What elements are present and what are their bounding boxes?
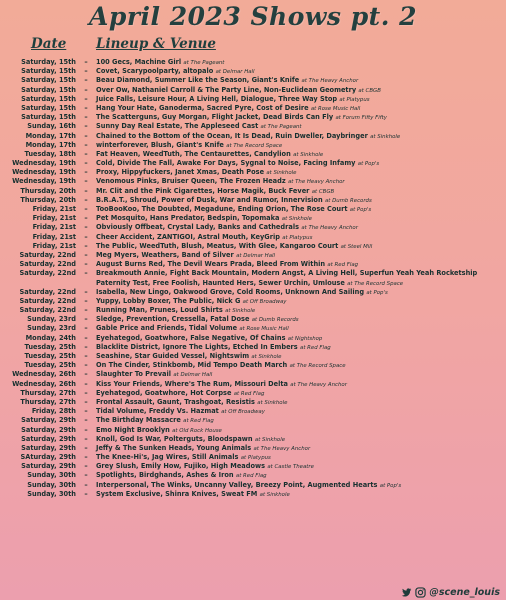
show-venue: at Sinkhole (293, 151, 324, 158)
separator-dash: – (84, 443, 88, 452)
show-venue: at Delmar Hall (215, 69, 255, 76)
show-lineup: Pet Mosquito, Hans Predator, Bedspin, Topomaka (96, 214, 280, 223)
show-lineup-and-venue (96, 269, 496, 288)
show-venue: at Sinkhole (257, 399, 288, 406)
show-row (0, 306, 506, 315)
social-handle: @scene_louis (429, 587, 500, 598)
show-row (0, 132, 506, 141)
show-date: Saturday, 15th (21, 76, 76, 85)
show-date: Thursday, 20th (20, 186, 76, 195)
show-lineup: Kiss Your Friends, Where's The Rum, Missouri Delta (96, 379, 288, 388)
show-venue: at Sinkhole (266, 170, 297, 177)
show-row (0, 67, 506, 76)
show-venue: at Sinkhole (225, 308, 256, 315)
show-lineup: Sledge, Prevention, Cressella, Fatal Dose (96, 315, 250, 324)
show-lineup-and-venue (96, 490, 290, 500)
show-venue: at The Record Space (347, 280, 404, 287)
separator-dash: – (84, 333, 88, 342)
show-row (0, 187, 506, 196)
show-date: Saturday, 15th (21, 85, 76, 94)
show-row (0, 462, 506, 471)
show-date: Saturday, 22nd (19, 260, 76, 269)
show-date: Thursday, 27th (20, 397, 76, 406)
separator-dash: – (84, 480, 88, 489)
show-row (0, 352, 506, 361)
show-date: Tuesday, 25th (24, 352, 76, 361)
separator-dash: – (84, 85, 88, 94)
show-date: Saturday, 22nd (19, 287, 76, 296)
show-date: Saturday, 29th (21, 425, 76, 434)
show-lineup: Spotlights, Birdghands, Ashes & Iron (96, 471, 234, 480)
separator-dash: – (84, 324, 88, 333)
separator-dash: – (84, 140, 88, 149)
show-row (0, 95, 506, 104)
show-date: Sunday, 30th (27, 471, 76, 480)
show-row (0, 223, 506, 232)
show-lineup: Over Ow, Nathaniel Carroll & The Party Line, Non-Euclidean Geometry (96, 85, 357, 94)
separator-dash: – (84, 416, 88, 425)
date-column-header: Date (31, 36, 67, 52)
show-row (0, 435, 506, 444)
separator-dash: – (84, 113, 88, 122)
show-lineup: The Knee-Hi's, Jag Wires, Still Animals (96, 453, 239, 462)
show-lineup: Chained to the Bottom of the Ocean, It Is Dead, Ruin Dweller, Daybringer (96, 131, 368, 140)
show-venue: at The Heavy Anchor (253, 445, 311, 452)
show-row (0, 86, 506, 95)
show-row (0, 233, 506, 242)
show-lineup: Sunny Day Real Estate, The Appleseed Cast (96, 122, 259, 131)
show-lineup: Obviously Offbeat, Crystal Lady, Banks and Cathedrals (96, 223, 300, 232)
show-venue: at Sinkhole (251, 354, 282, 361)
twitter-icon (401, 587, 412, 598)
separator-dash: – (84, 370, 88, 379)
show-row (0, 159, 506, 168)
show-date: Friday, 21st (32, 214, 76, 223)
lineup-column-header: Lineup & Venue (96, 36, 216, 52)
show-lineup: Eyehategod, Goatwhore, Hot Corpse (96, 388, 232, 397)
separator-dash: – (84, 397, 88, 406)
separator-dash: – (84, 223, 88, 232)
show-date: SAturday, 29th (20, 453, 76, 462)
show-venue: at Rose Music Hall (239, 326, 289, 333)
show-row (0, 490, 506, 499)
show-venue: at Forum Fifty Fifty (335, 115, 387, 122)
show-row (0, 104, 506, 113)
show-row (0, 380, 506, 389)
show-date: Wednesday, 26th (12, 370, 76, 379)
show-date: Friday, 21st (32, 241, 76, 250)
show-row (0, 315, 506, 324)
footer (401, 587, 500, 598)
show-lineup: On The Cinder, Stinkbomb, Mid Tempo Death March (96, 361, 288, 370)
show-venue: at Sinkhole (370, 133, 401, 140)
show-row (0, 481, 506, 490)
separator-dash: – (84, 434, 88, 443)
separator-dash: – (84, 76, 88, 85)
show-date: Friday, 21st (32, 223, 76, 232)
separator-dash: – (84, 168, 88, 177)
show-lineup: Hang Your Hate, Ganoderma, Sacred Pyre, Cost of Desire (96, 103, 309, 112)
show-date: Sunday, 16th (27, 122, 76, 131)
show-date: Saturday, 22nd (19, 269, 76, 278)
show-venue: at Pop's (357, 161, 380, 168)
show-venue: at The Heavy Anchor (287, 179, 345, 186)
separator-dash: – (84, 462, 88, 471)
show-lineup: Tidal Volume, Freddy Vs. Hazmat (96, 407, 219, 416)
show-date: Saturday, 22nd (19, 250, 76, 259)
show-row (0, 444, 506, 453)
separator-dash: – (84, 489, 88, 498)
show-venue: at The Pageant (183, 60, 225, 66)
show-date: Saturday, 29th (21, 462, 76, 471)
show-venue: at Dumb Records (251, 317, 299, 324)
show-lineup: Covet, Scarypoolparty, altopalo (96, 67, 214, 76)
show-row (0, 453, 506, 462)
show-date: Saturday, 29th (21, 416, 76, 425)
show-date: Friday, 21st (32, 205, 76, 213)
show-venue: at Off Broadway (242, 298, 287, 305)
show-date: Saturday, 15th (21, 67, 76, 76)
show-lineup: The Scatterguns, Guy Morgan, Flight Jacket, Dead Birds Can Fly (96, 113, 334, 122)
show-lineup: B.R.A.T., Shroud, Power of Dusk, War and Rumor, Innervision (96, 195, 323, 204)
show-row (0, 205, 506, 214)
separator-dash: – (84, 296, 88, 305)
show-lineup: Cold, Divide The Fall, Awake For Days, Sygnal to Noise, Facing Infamy (96, 159, 356, 168)
show-row (0, 389, 506, 398)
show-date: Friday, 21st (32, 232, 76, 241)
separator-dash: – (84, 131, 88, 140)
show-venue: at Sinkhole (254, 436, 286, 443)
separator-dash: – (84, 232, 88, 241)
show-list (0, 58, 506, 499)
show-row (0, 196, 506, 205)
separator-dash: – (84, 269, 88, 278)
show-lineup: Running Man, Prunes, Loud Shirts (96, 306, 223, 315)
show-date: Thursday, 20th (20, 195, 76, 204)
show-row (0, 324, 506, 333)
show-row (0, 177, 506, 186)
show-row (0, 141, 506, 150)
show-lineup: Blacklite District, Ignore The Lights, Etched In Embers (96, 342, 298, 351)
separator-dash: – (84, 195, 88, 204)
show-lineup: Venomous Pinks, Bruiser Queen, The Frozen Headz (96, 177, 286, 186)
show-venue: at Red Flag (235, 473, 267, 480)
show-venue: at Platypus (339, 96, 370, 103)
show-row (0, 288, 506, 297)
show-date: Saturday, 22nd (19, 306, 76, 315)
show-date: Monday, 24th (25, 333, 76, 342)
show-date: Saturday, 29th (21, 443, 76, 452)
show-date: Sunday, 23rd (27, 324, 76, 333)
show-row (0, 150, 506, 159)
show-lineup: Fat Heaven, WeedTuth, The Centaurettes, Candylion (96, 149, 291, 158)
show-venue: at Sinkhole (259, 491, 290, 498)
show-lineup: winterforever, Blush, Giant's Knife (96, 140, 224, 149)
show-lineup: Beau Diamond, Summer Like the Season, Giant's Knife (96, 76, 300, 85)
show-lineup: The Public, WeedTuth, Blush, Meatus, With Glee, Kangaroo Court (96, 241, 339, 250)
show-lineup: Seashine, Star Guided Vessel, Nightswim (96, 352, 250, 361)
separator-dash: – (84, 407, 88, 416)
show-venue: at Pop's (366, 289, 388, 296)
show-lineup: Meg Myers, Weathers, Band of Silver (96, 250, 234, 259)
show-venue: at Sinkhole (281, 216, 312, 223)
separator-dash: – (84, 149, 88, 158)
show-venue: at Red Flag (327, 262, 359, 269)
show-date: Wednesday, 19th (12, 177, 76, 186)
show-date: Monday, 17th (25, 140, 76, 149)
show-date: Tuesday, 25th (24, 361, 76, 370)
show-venue: at CBGB (311, 188, 335, 195)
show-row (0, 370, 506, 379)
separator-dash: – (84, 388, 88, 397)
show-venue: at Red Flag (233, 390, 265, 397)
separator-dash: – (84, 260, 88, 269)
show-date: Sunday, 30th (27, 489, 76, 498)
separator-dash: – (84, 122, 88, 131)
show-lineup: System Exclusive, Shinra Knives, Sweat FM (96, 489, 258, 498)
show-venue: at Delmar Hall (236, 252, 276, 259)
show-lineup: Grey Slush, Emily How, Fujiko, High Meadows (96, 462, 266, 471)
show-lineup: Emo Night Brooklyn (96, 425, 170, 434)
show-venue: at CBGB (358, 87, 381, 94)
show-lineup: Frontal Assault, Gaunt, Trashgoat, Resistis (96, 397, 255, 406)
show-row (0, 416, 506, 425)
separator-dash: – (84, 186, 88, 195)
separator-dash: – (84, 159, 88, 168)
show-venue: at Dumb Records (324, 197, 372, 204)
show-lineup: Proxy, Hippyfuckers, Janet Xmas, Death Pose (96, 168, 265, 177)
instagram-icon (415, 587, 426, 598)
show-row (0, 76, 506, 85)
page-title: April 2023 Shows pt. 2 (88, 2, 418, 31)
show-date: Tuesday, 18th (24, 149, 76, 158)
show-date: Wednesday, 19th (12, 159, 76, 168)
show-row (0, 343, 506, 352)
show-venue: at Pop's (349, 207, 372, 213)
show-lineup: The Birthday Massacre (96, 416, 181, 425)
show-date: Saturday, 15th (21, 94, 76, 103)
show-row (0, 297, 506, 306)
show-lineup: Gable Price and Friends, Tidal Volume (96, 324, 238, 333)
separator-dash: – (84, 94, 88, 103)
show-lineup: August Burns Red, The Devil Wears Prada, Bleed From Within (96, 260, 326, 269)
separator-dash: – (84, 379, 88, 388)
show-date: Monday, 17th (25, 131, 76, 140)
show-date: Saturday, 29th (21, 434, 76, 443)
show-lineup: Isabella, New Lingo, Oakwood Grove, Cold Rooms, Unknown And Sailing (96, 287, 365, 296)
show-venue: at Pop's (379, 482, 402, 489)
show-date: Saturday, 15th (21, 113, 76, 122)
show-lineup: Breakmouth Annie, Fight Back Mountain, Modern Angst, A Living Hell, Superfun Yeah Yeah Rocketship Paternity Test, Free Foolish, Haunted Hers, Sewer Urchin, Umlouse (96, 269, 478, 287)
show-row (0, 398, 506, 407)
separator-dash: – (84, 287, 88, 296)
show-venue: at Platypus (282, 234, 313, 241)
separator-dash: – (84, 306, 88, 315)
show-venue: at Platypus (240, 455, 271, 462)
show-venue: at Steel Mill (340, 243, 373, 250)
separator-dash: – (84, 352, 88, 361)
show-venue: at Old Rock House (172, 427, 222, 434)
show-row (0, 58, 506, 67)
separator-dash: – (84, 453, 88, 462)
show-lineup: Slaughter To Prevail (96, 370, 172, 379)
show-venue: at Rose Music Hall (310, 105, 361, 112)
show-date: Sunday, 23rd (27, 315, 76, 324)
separator-dash: – (84, 361, 88, 370)
show-row (0, 242, 506, 251)
show-lineup: Knoll, God Is War, Polterguts, Bloodspawn (96, 434, 253, 443)
show-venue: at Nightshop (287, 335, 323, 342)
show-row (0, 471, 506, 480)
show-venue: at Red Flag (183, 418, 214, 425)
show-venue: at The Pageant (260, 124, 302, 131)
show-lineup: Eyehategod, Goatwhore, False Negative, Of Chains (96, 333, 286, 342)
show-row (0, 334, 506, 343)
show-lineup: Jeffy & The Sunken Heads, Young Animals (96, 443, 252, 452)
show-date: Tuesday, 25th (24, 342, 76, 351)
separator-dash: – (84, 250, 88, 259)
show-venue: at The Record Space (289, 363, 346, 370)
show-date: Friday, 28th (31, 407, 76, 416)
show-row (0, 214, 506, 223)
show-lineup: Cheer Accident, ZANTIGOI, Astral Mouth, KeyGrip (96, 232, 280, 241)
show-venue: at Delmar Hall (173, 372, 213, 379)
show-venue: at Off Broadway (221, 409, 265, 416)
show-date: Wednesday, 19th (12, 168, 76, 177)
separator-dash: – (84, 58, 88, 66)
separator-dash: – (84, 315, 88, 324)
show-date: Wednesday, 26th (12, 379, 76, 388)
separator-dash: – (84, 103, 88, 112)
show-row (0, 269, 506, 287)
show-row (0, 407, 506, 416)
show-lineup: Interpersonal, The Winks, Uncanny Valley, Breezy Point, Augmented Hearts (96, 480, 378, 489)
separator-dash: – (84, 177, 88, 186)
show-date: Saturday, 22nd (19, 296, 76, 305)
show-date: Thursday, 27th (20, 388, 76, 397)
show-lineup: TooBooKoo, The Doubted, Megadune, Ending Orion, The Rose Court (96, 205, 348, 213)
show-venue: at Red Flag (300, 344, 331, 351)
separator-dash: – (84, 241, 88, 250)
show-venue: at The Heavy Anchor (301, 225, 358, 232)
show-venue: at The Heavy Anchor (301, 78, 359, 85)
show-row (0, 361, 506, 370)
show-venue: at Castle Theatre (267, 464, 314, 471)
show-lineup: 100 Gecs, Machine Girl (96, 58, 182, 66)
separator-dash: – (84, 214, 88, 223)
show-row (0, 426, 506, 435)
show-lineup: Juice Falls, Leisure Hour, A Living Hell, Dialogue, Three Way Stop (96, 94, 338, 103)
separator-dash: – (84, 425, 88, 434)
separator-dash: – (84, 342, 88, 351)
show-venue: at The Record Space (226, 142, 283, 149)
show-row (0, 122, 506, 131)
show-lineup: Yuppy, Lobby Boxer, The Public, Nick G (96, 296, 241, 305)
separator-dash: – (84, 471, 88, 480)
show-row (0, 113, 506, 122)
show-date: Sunday, 30th (27, 480, 76, 489)
show-date: Saturday, 15th (21, 58, 76, 66)
show-row (0, 251, 506, 260)
separator-dash: – (84, 67, 88, 76)
show-row (0, 168, 506, 177)
show-lineup: Mr. Clit and the Pink Cigarettes, Horse Magik, Buck Fever (96, 186, 310, 195)
show-venue: at The Heavy Anchor (290, 381, 347, 388)
show-row (0, 260, 506, 269)
show-date: Saturday, 15th (21, 103, 76, 112)
separator-dash: – (84, 205, 88, 213)
